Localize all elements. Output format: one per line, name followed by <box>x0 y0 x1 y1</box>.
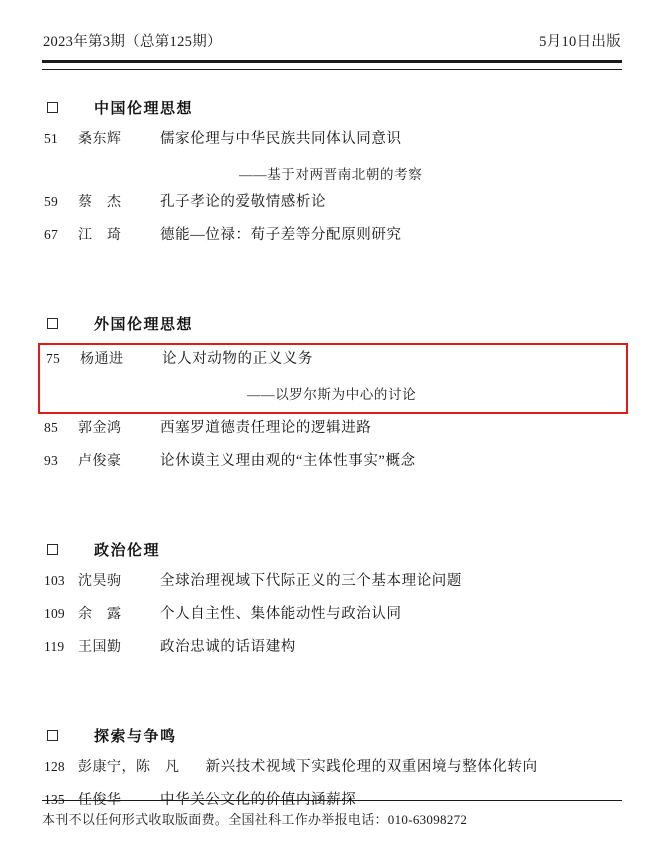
entry-page-number: 67 <box>44 227 58 242</box>
section-header <box>44 308 622 338</box>
entry-page-number: 128 <box>44 759 65 774</box>
entry-page-number: 103 <box>44 573 65 588</box>
highlighted-entry-box[interactable] <box>38 343 628 414</box>
toc-entry[interactable] <box>44 569 622 602</box>
square-bullet-icon <box>47 730 58 741</box>
section-title: 政治伦理 <box>94 542 161 559</box>
section-header <box>44 534 622 564</box>
page-header <box>42 30 622 51</box>
section-header <box>44 720 622 750</box>
section-title: 外国伦理思想 <box>94 316 194 333</box>
toc-entry[interactable] <box>44 755 622 788</box>
entry-title: 德能—位禄：荀子差等分配原则研究 <box>160 227 402 243</box>
toc-entry[interactable] <box>44 416 622 449</box>
entry-author: 杨通进 <box>80 352 124 367</box>
toc-entry[interactable] <box>44 223 622 256</box>
section-spacer <box>44 262 622 308</box>
toc-section <box>44 92 622 256</box>
entry-author: 蔡 杰 <box>78 195 122 210</box>
entry-page-number: 135 <box>44 792 65 807</box>
publication-date: 5月10日出版 <box>539 34 621 50</box>
entry-page-number: 85 <box>44 420 58 435</box>
entry-author: 彭康宁，陈 凡 <box>78 760 180 775</box>
entry-title: 个人自主性、集体能动性与政治认同 <box>160 606 402 622</box>
entry-title: 全球治理视域下代际正义的三个基本理论问题 <box>160 573 462 589</box>
toc-entry[interactable] <box>44 602 622 635</box>
entry-author: 沈昊驹 <box>78 574 122 589</box>
section-spacer <box>44 674 622 720</box>
square-bullet-icon <box>47 544 58 555</box>
section-spacer <box>44 488 622 534</box>
entry-page-number: 119 <box>44 639 65 654</box>
section-header <box>44 92 622 122</box>
entry-page-number: 59 <box>44 194 58 209</box>
entry-title: 孔子孝论的爱敬情感析论 <box>160 194 327 210</box>
section-title: 探索与争鸣 <box>94 728 177 745</box>
page-footer <box>42 800 622 828</box>
entry-title: 论人对动物的正义义务 <box>162 351 313 367</box>
entry-subtitle: ——以罗尔斯为中心的讨论 <box>247 387 417 402</box>
toc-entry[interactable] <box>44 127 622 160</box>
entry-title: 新兴技术视域下实践伦理的双重困境与整体化转向 <box>205 759 538 775</box>
entry-subtitle: ——基于对两晋南北朝的考察 <box>239 167 423 182</box>
entry-author: 卢俊豪 <box>78 454 122 469</box>
toc-entry[interactable] <box>44 635 622 668</box>
table-of-contents <box>42 92 622 821</box>
entry-author: 郭金鸿 <box>78 421 122 436</box>
footer-notice: 本刊不以任何形式收取版面费。全国社科工作办举报电话：010-63098272 <box>42 812 468 827</box>
footer-divider <box>42 800 622 801</box>
entry-title: 论休谟主义理由观的“主体性事实”概念 <box>160 453 416 469</box>
header-divider <box>42 60 622 70</box>
section-title: 中国伦理思想 <box>94 100 194 117</box>
entry-page-number: 109 <box>44 606 65 621</box>
toc-section <box>44 534 622 668</box>
toc-entry[interactable] <box>44 449 622 482</box>
entry-title: 政治忠诚的话语建构 <box>160 639 296 655</box>
entry-title: 儒家伦理与中华民族共同体认同意识 <box>160 131 402 147</box>
entry-author: 任俊华 <box>78 793 122 808</box>
toc-section <box>44 308 622 482</box>
entry-title: 中华关公文化的价值内涵薪探 <box>160 792 357 808</box>
entry-author: 桑东辉 <box>78 132 122 147</box>
issue-info: 2023年第3期（总第125期） <box>43 34 222 50</box>
square-bullet-icon <box>47 318 58 329</box>
entry-page-number: 93 <box>44 453 58 468</box>
entry-page-number: 75 <box>46 351 60 366</box>
toc-entry[interactable] <box>46 347 620 380</box>
entry-author: 余 露 <box>78 607 122 622</box>
square-bullet-icon <box>47 102 58 113</box>
entry-author: 王国勤 <box>78 640 122 655</box>
entry-title: 西塞罗道德责任理论的逻辑进路 <box>160 420 372 436</box>
entry-author: 江 琦 <box>78 228 122 243</box>
entry-page-number: 51 <box>44 131 58 146</box>
toc-entry[interactable] <box>44 190 622 223</box>
